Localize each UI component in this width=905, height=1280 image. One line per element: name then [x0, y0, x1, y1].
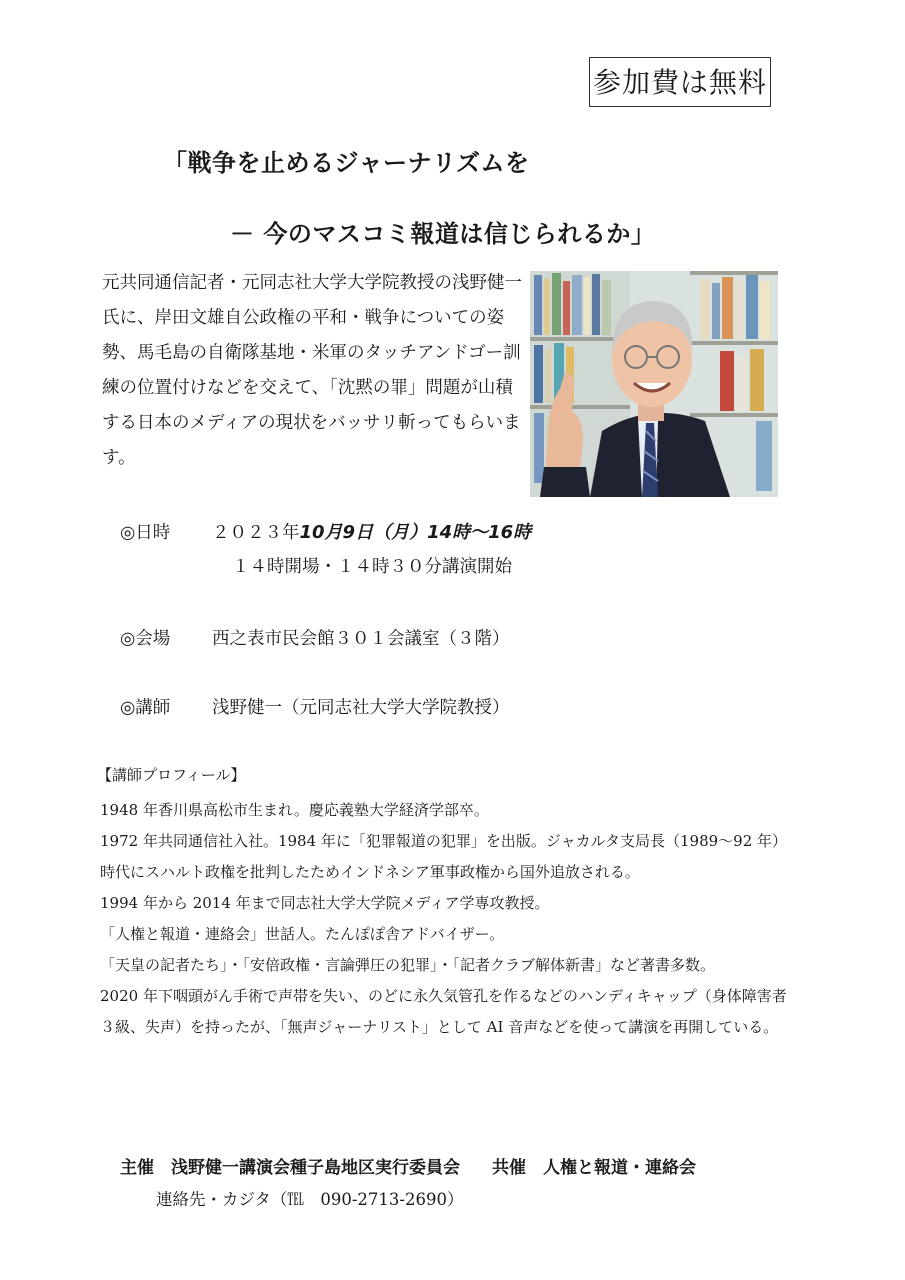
- profile-paragraph: 「天皇の記者たち」・「安倍政権・言論弾圧の犯罪」・「記者クラブ解体新書」など著書多数。: [100, 956, 716, 974]
- title-line-1: 「戦争を止めるジャーナリズムを: [163, 149, 530, 177]
- profile-body: [100, 795, 800, 1043]
- portrait-photo-icon: [530, 271, 778, 497]
- profile-paragraph: 2020 年下咽頭がん手術で声帯を失い、のどに永久気管孔を作るなどのハンディキャップ（身体障害者３級、失声）を持ったが、「無声ジャーナリスト」として AI 音声などを使って講演を再開している。: [100, 987, 787, 1036]
- venue-label: ◎会場: [120, 629, 171, 649]
- profile-paragraph: 1972 年共同通信社入社。1984 年に「犯罪報道の犯罪」を出版。ジャカルタ支局長（1989～92 年）時代にスハルト政権を批判したためインドネシア軍事政権から国外追放される。: [100, 832, 788, 881]
- profile-heading: 【講師プロフィール】: [97, 766, 246, 784]
- venue-row: [120, 625, 510, 650]
- speaker-row: [120, 694, 510, 719]
- profile-paragraph: 1994 年から 2014 年まで同志社大学大学院メディア学専攻教授。: [100, 894, 550, 912]
- speaker-photo: [530, 271, 778, 497]
- date-sub: １４時開場・１４時３０分講演開始: [232, 557, 512, 577]
- fee-badge: 参加費は無料: [589, 57, 771, 107]
- date-bold: 10月9日（月）14時～16時: [299, 522, 532, 543]
- date-label: ◎日時: [120, 523, 171, 543]
- cohost: 共催 人権と報道・連絡会: [492, 1158, 696, 1178]
- speaker-label: ◎講師: [120, 698, 171, 718]
- date-year: ２０２３年: [212, 523, 300, 543]
- organizer-line: [120, 1153, 696, 1178]
- profile-paragraph: 1948 年香川県高松市生まれ。慶応義塾大学経済学部卒。: [100, 801, 489, 819]
- title-line-2: － 今のマスコミ報道は信じられるか」: [230, 220, 656, 248]
- venue-value: 西之表市民会館３０１会議室（３階）: [212, 629, 510, 649]
- contact-line: 連絡先・カジタ（℡ 090-2713-2690）: [156, 1190, 464, 1209]
- profile-paragraph: 「人権と報道・連絡会」世話人。たんぽぽ舎アドバイザー。: [100, 925, 505, 943]
- intro-paragraph: 元共同通信記者・元同志社大学大学院教授の浅野健一氏に、岸田文雄自公政権の平和・戦争についての姿勢、馬毛島の自衛隊基地・米軍のタッチアンドゴー訓練の位置付けなどを交えて、「沈黙の罪」問題が山積する日本のメディアの現状をバッサリ斬ってもらいます。: [102, 273, 522, 468]
- date-row: [120, 518, 531, 544]
- host: 主催 浅野健一講演会種子島地区実行委員会: [120, 1158, 460, 1178]
- speaker-value: 浅野健一（元同志社大学大学院教授）: [212, 698, 510, 718]
